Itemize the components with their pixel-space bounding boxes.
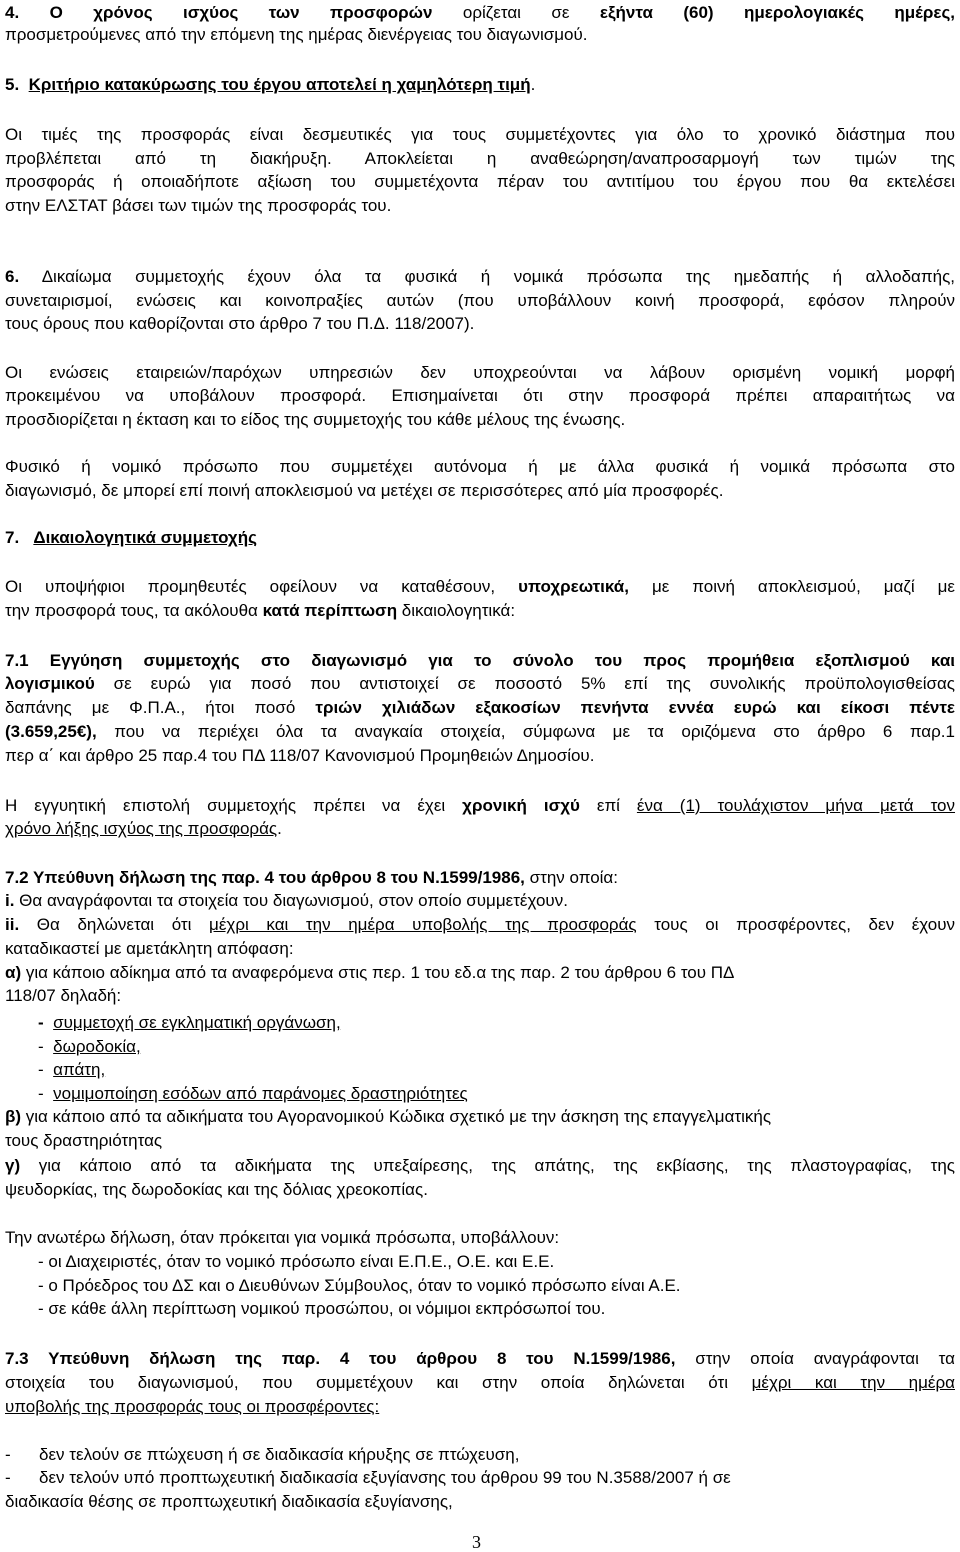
text: στοιχεία του διαγωνισμού, που συμμετέχουν και στην οποία δηλώνεται ότι <box>5 1373 752 1392</box>
dash: - <box>38 1037 44 1056</box>
text: για κάποιο αδίκημα από τα αναφερόμενα στις περ. 1 του εδ.α της παρ. 2 του άρθρου 6 του ΠΔ <box>21 963 735 982</box>
section-7-heading <box>5 527 257 549</box>
paragraph-line: περ α΄ και άρθρο 25 παρ.4 του ΠΔ 118/07 Κανονισμού Προμηθειών Δημοσίου. <box>5 746 595 765</box>
bold-text: Ο χρόνος ισχύος των προσφορών <box>49 3 433 22</box>
item-label: α) <box>5 963 22 982</box>
paragraph-line: προβλέπεται από τη διακήρυξη. Αποκλείεται η αναθεώρηση/αναπροσαρμογή των τιμών της <box>5 149 955 168</box>
text: για κάποιο από τα αδικήματα της υπεξαίρεσης, της απάτης, της εκβίασης, της πλαστογραφίας, της <box>20 1156 955 1175</box>
dash: - <box>5 1468 11 1487</box>
underlined-text: ένα (1) τουλάχιστον μήνα μετά τον <box>636 796 956 815</box>
item-ii <box>5 914 955 936</box>
punctuation: . <box>530 75 536 94</box>
bold-text: λογισμικού <box>5 674 95 693</box>
section-title: Δικαιολογητικά συμμετοχής <box>33 528 257 547</box>
paragraph-line: προσδιορίζεται η έκταση και το είδος της συμμετοχής του κάθε μέλους της ένωσης. <box>5 410 626 429</box>
paragraph-line: συνεταιρισμοί, ενώσεις και κοινοπραξίες αυτών (που υποβάλλουν κοινή προσφορά, εφόσον πληρούν <box>5 291 955 310</box>
section-number: 5. <box>5 75 20 94</box>
text: δικαιολογητικά: <box>397 601 516 620</box>
item-b <box>5 1106 771 1128</box>
paragraph-line <box>5 1396 379 1418</box>
list-item <box>38 1083 468 1105</box>
text: δεν τελούν υπό προπτωχευτική διαδικασία εξυγίανσης του άρθρου 99 του Ν.3588/2007 ή σε <box>39 1468 731 1487</box>
bold-text: κατά περίπτωση <box>262 601 398 620</box>
page-number: 3 <box>472 1532 481 1552</box>
paragraph-line <box>5 721 955 743</box>
section-number: 7. <box>5 528 20 547</box>
section-title: Κριτήριο κατακύρωσης του έργου αποτελεί η χαμηλότερη τιμή <box>28 75 531 94</box>
item-label: i. <box>5 891 15 910</box>
paragraph-line: προσφοράς ή οποιαδήποτε αξίωση του συμμετέχοντα πέραν του αντιτίμου του έργου που θα εκτελέσει <box>5 172 955 191</box>
text: Δικαίωμα συμμετοχής έχουν όλα τα φυσικά ή νομικά πρόσωπα της ημεδαπής ή αλλοδαπής, <box>41 267 955 286</box>
paragraph-line: διαγωνισμό, δε μπορεί επί ποινή αποκλεισμού να μετέχει σε περισσότερες από μία προσφορές. <box>5 481 724 500</box>
list-item <box>38 1012 341 1034</box>
underlined-text: υποβολής της προσφοράς τους οι προσφέροντες: <box>5 1397 380 1416</box>
underlined-text: χρόνο λήξης ισχύος της προσφοράς <box>5 819 278 838</box>
list-item <box>5 1467 955 1489</box>
paragraph-line: Φυσικό ή νομικό πρόσωπο που συμμετέχει αυτόνομα ή με άλλα φυσικά ή νομικά πρόσωπα στο <box>5 457 955 476</box>
item-label: β) <box>5 1107 22 1126</box>
item-label: ii. <box>5 915 20 934</box>
underlined-text: νομιμοποίηση εσόδων από παράνομες δραστηριότητες <box>53 1084 468 1103</box>
paragraph-line: στην ΕΛΣΤΑΤ βάσει των τιμών της προσφοράς του. <box>5 196 392 215</box>
text: δεν τελούν σε πτώχευση ή σε διαδικασία κήρυξης σε πτώχευση, <box>39 1445 520 1464</box>
text: ορίζεται σε <box>432 3 600 22</box>
bold-text: εξήντα (60) ημερολογιακές ημέρες, <box>599 3 956 22</box>
text: Η εγγυητική επιστολή συμμετοχής πρέπει να έχει <box>5 796 463 815</box>
item-i <box>5 890 568 912</box>
paragraph-line <box>5 1372 955 1394</box>
paragraph-line: προκειμένου να υποβάλουν προσφορά. Επισημαίνεται ότι στην προσφορά πρέπει απαραιτήτως να <box>5 386 955 405</box>
paragraph-line <box>5 600 515 622</box>
text: Οι υποψήφιοι προμηθευτές οφείλουν να καταθέσουν, <box>5 577 519 596</box>
section-5-heading <box>5 74 535 96</box>
subsection-7-2-title <box>5 867 618 889</box>
list-item <box>5 1444 519 1466</box>
paragraph-line: Την ανωτέρω δήλωση, όταν πρόκειται για νομικά πρόσωπα, υποβάλλουν: <box>5 1228 560 1247</box>
paragraph-line <box>5 818 282 840</box>
text: με ποινή αποκλεισμού, μαζί με <box>628 577 955 596</box>
bold-text: χρονική ισχύ <box>462 796 580 815</box>
underlined-text: συμμετοχή σε εγκληματική οργάνωση, <box>53 1013 341 1032</box>
text: στην οποία: <box>524 868 618 887</box>
text: Θα αναγράφονται τα στοιχεία του διαγωνισμού, στον οποίο συμμετέχουν. <box>14 891 568 910</box>
paragraph-line: τους όρους που καθορίζονται στο άρθρο 7 του Π.Δ. 118/2007). <box>5 314 475 333</box>
paragraph-line: καταδικαστεί με αμετάκλητη απόφαση: <box>5 939 294 958</box>
section-number: 6. <box>5 267 20 286</box>
dash: - <box>38 1060 44 1079</box>
dash: - <box>38 1013 44 1032</box>
paragraph-line: διαδικασία θέσης σε προπτωχευτική διαδικασία εξυγίανσης, <box>5 1492 453 1511</box>
bold-text: 7.3 Υπεύθυνη δήλωση της παρ. 4 του άρθρου 8 του Ν.1599/1986, <box>5 1349 676 1368</box>
item-label: γ) <box>5 1156 21 1175</box>
list-item <box>38 1036 141 1058</box>
dash: - <box>38 1084 44 1103</box>
text: σε ευρώ για ποσό που αντιστοιχεί σε ποσοστό 5% επί της συνολικής προϋπολογισθείσας <box>94 674 955 693</box>
subsection-7-1-title: 7.1 Εγγύηση συμμετοχής στο διαγωνισμό για το σύνολο του προς προμήθεια εξοπλισμού και <box>5 651 955 670</box>
list-item: - ο Πρόεδρος του ΔΣ και ο Διευθύνων Σύμβουλος, όταν το νομικό πρόσωπο είναι Α.Ε. <box>38 1276 681 1295</box>
text: δαπάνης με Φ.Π.Α., ήτοι ποσό <box>5 698 316 717</box>
text: Θα δηλώνεται ότι <box>19 915 210 934</box>
section-4-line-1 <box>5 2 955 24</box>
bold-text: (3.659,25€), <box>5 722 97 741</box>
bold-text: υποχρεωτικά, <box>518 577 629 596</box>
bold-text: 7.2 Υπεύθυνη δήλωση της παρ. 4 του άρθρου 8 του Ν.1599/1986, <box>5 868 525 887</box>
underlined-text: δωροδοκία, <box>53 1037 141 1056</box>
paragraph-line: 118/07 δηλαδή: <box>5 986 122 1005</box>
dash: - <box>5 1445 11 1464</box>
text: για κάποιο από τα αδικήματα του Αγορανομικού Κώδικα σχετικό με την άσκηση της επαγγελματικής <box>21 1107 772 1126</box>
paragraph-line <box>5 795 955 817</box>
subsection-7-3-title <box>5 1348 955 1370</box>
paragraph-line: Οι τιμές της προσφοράς είναι δεσμευτικές για τους συμμετέχοντες για όλο το χρονικό διάστημα που <box>5 125 955 144</box>
list-item <box>38 1059 105 1081</box>
paragraph-line: ψευδορκίας, της δωροδοκίας και της δόλιας χρεοκοπίας. <box>5 1180 428 1199</box>
paragraph-line: τους δραστηριότητας <box>5 1131 163 1150</box>
text: που να περιέχει όλα τα αναγκαία στοιχεία, σύμφωνα με τα οριζόμενα στο άρθρο 6 παρ.1 <box>96 722 955 741</box>
underlined-text: απάτη, <box>53 1060 106 1079</box>
paragraph-line: Οι ενώσεις εταιρειών/παρόχων υπηρεσιών δεν υποχρεούνται να λάβουν ορισμένη νομική μορφή <box>5 363 955 382</box>
text: στην οποία αναγράφονται τα <box>675 1349 955 1368</box>
punctuation: . <box>277 819 282 838</box>
paragraph-line <box>5 697 955 719</box>
paragraph-line <box>5 576 955 598</box>
item-a <box>5 962 734 984</box>
underlined-text: μέχρι και την ημέρα υποβολής της προσφοράς <box>209 915 637 934</box>
item-c <box>5 1155 955 1177</box>
bold-text: τριών χιλιάδων εξακοσίων πενήντα εννέα ευρώ και είκοσι πέντε <box>315 698 955 717</box>
paragraph-line <box>5 673 955 695</box>
text: επί <box>579 796 637 815</box>
section-6-line-1 <box>5 266 955 288</box>
underlined-text: μέχρι και την ημέρα <box>751 1373 955 1392</box>
section-4-line-2: προσμετρούμενες από την επόμενη της ημέρας διενέργειας του διαγωνισμού. <box>5 25 588 44</box>
list-item: - σε κάθε άλλη περίπτωση νομικού προσώπου, οι νόμιμοι εκπρόσωποί του. <box>38 1299 606 1318</box>
list-item: - οι Διαχειριστές, όταν το νομικό πρόσωπο είναι Ε.Π.Ε., Ο.Ε. και Ε.Ε. <box>38 1252 555 1271</box>
section-number: 4. <box>5 3 20 22</box>
text: την προσφορά τους, τα ακόλουθα <box>5 601 263 620</box>
text: τους οι προσφέροντες, δεν έχουν <box>636 915 956 934</box>
